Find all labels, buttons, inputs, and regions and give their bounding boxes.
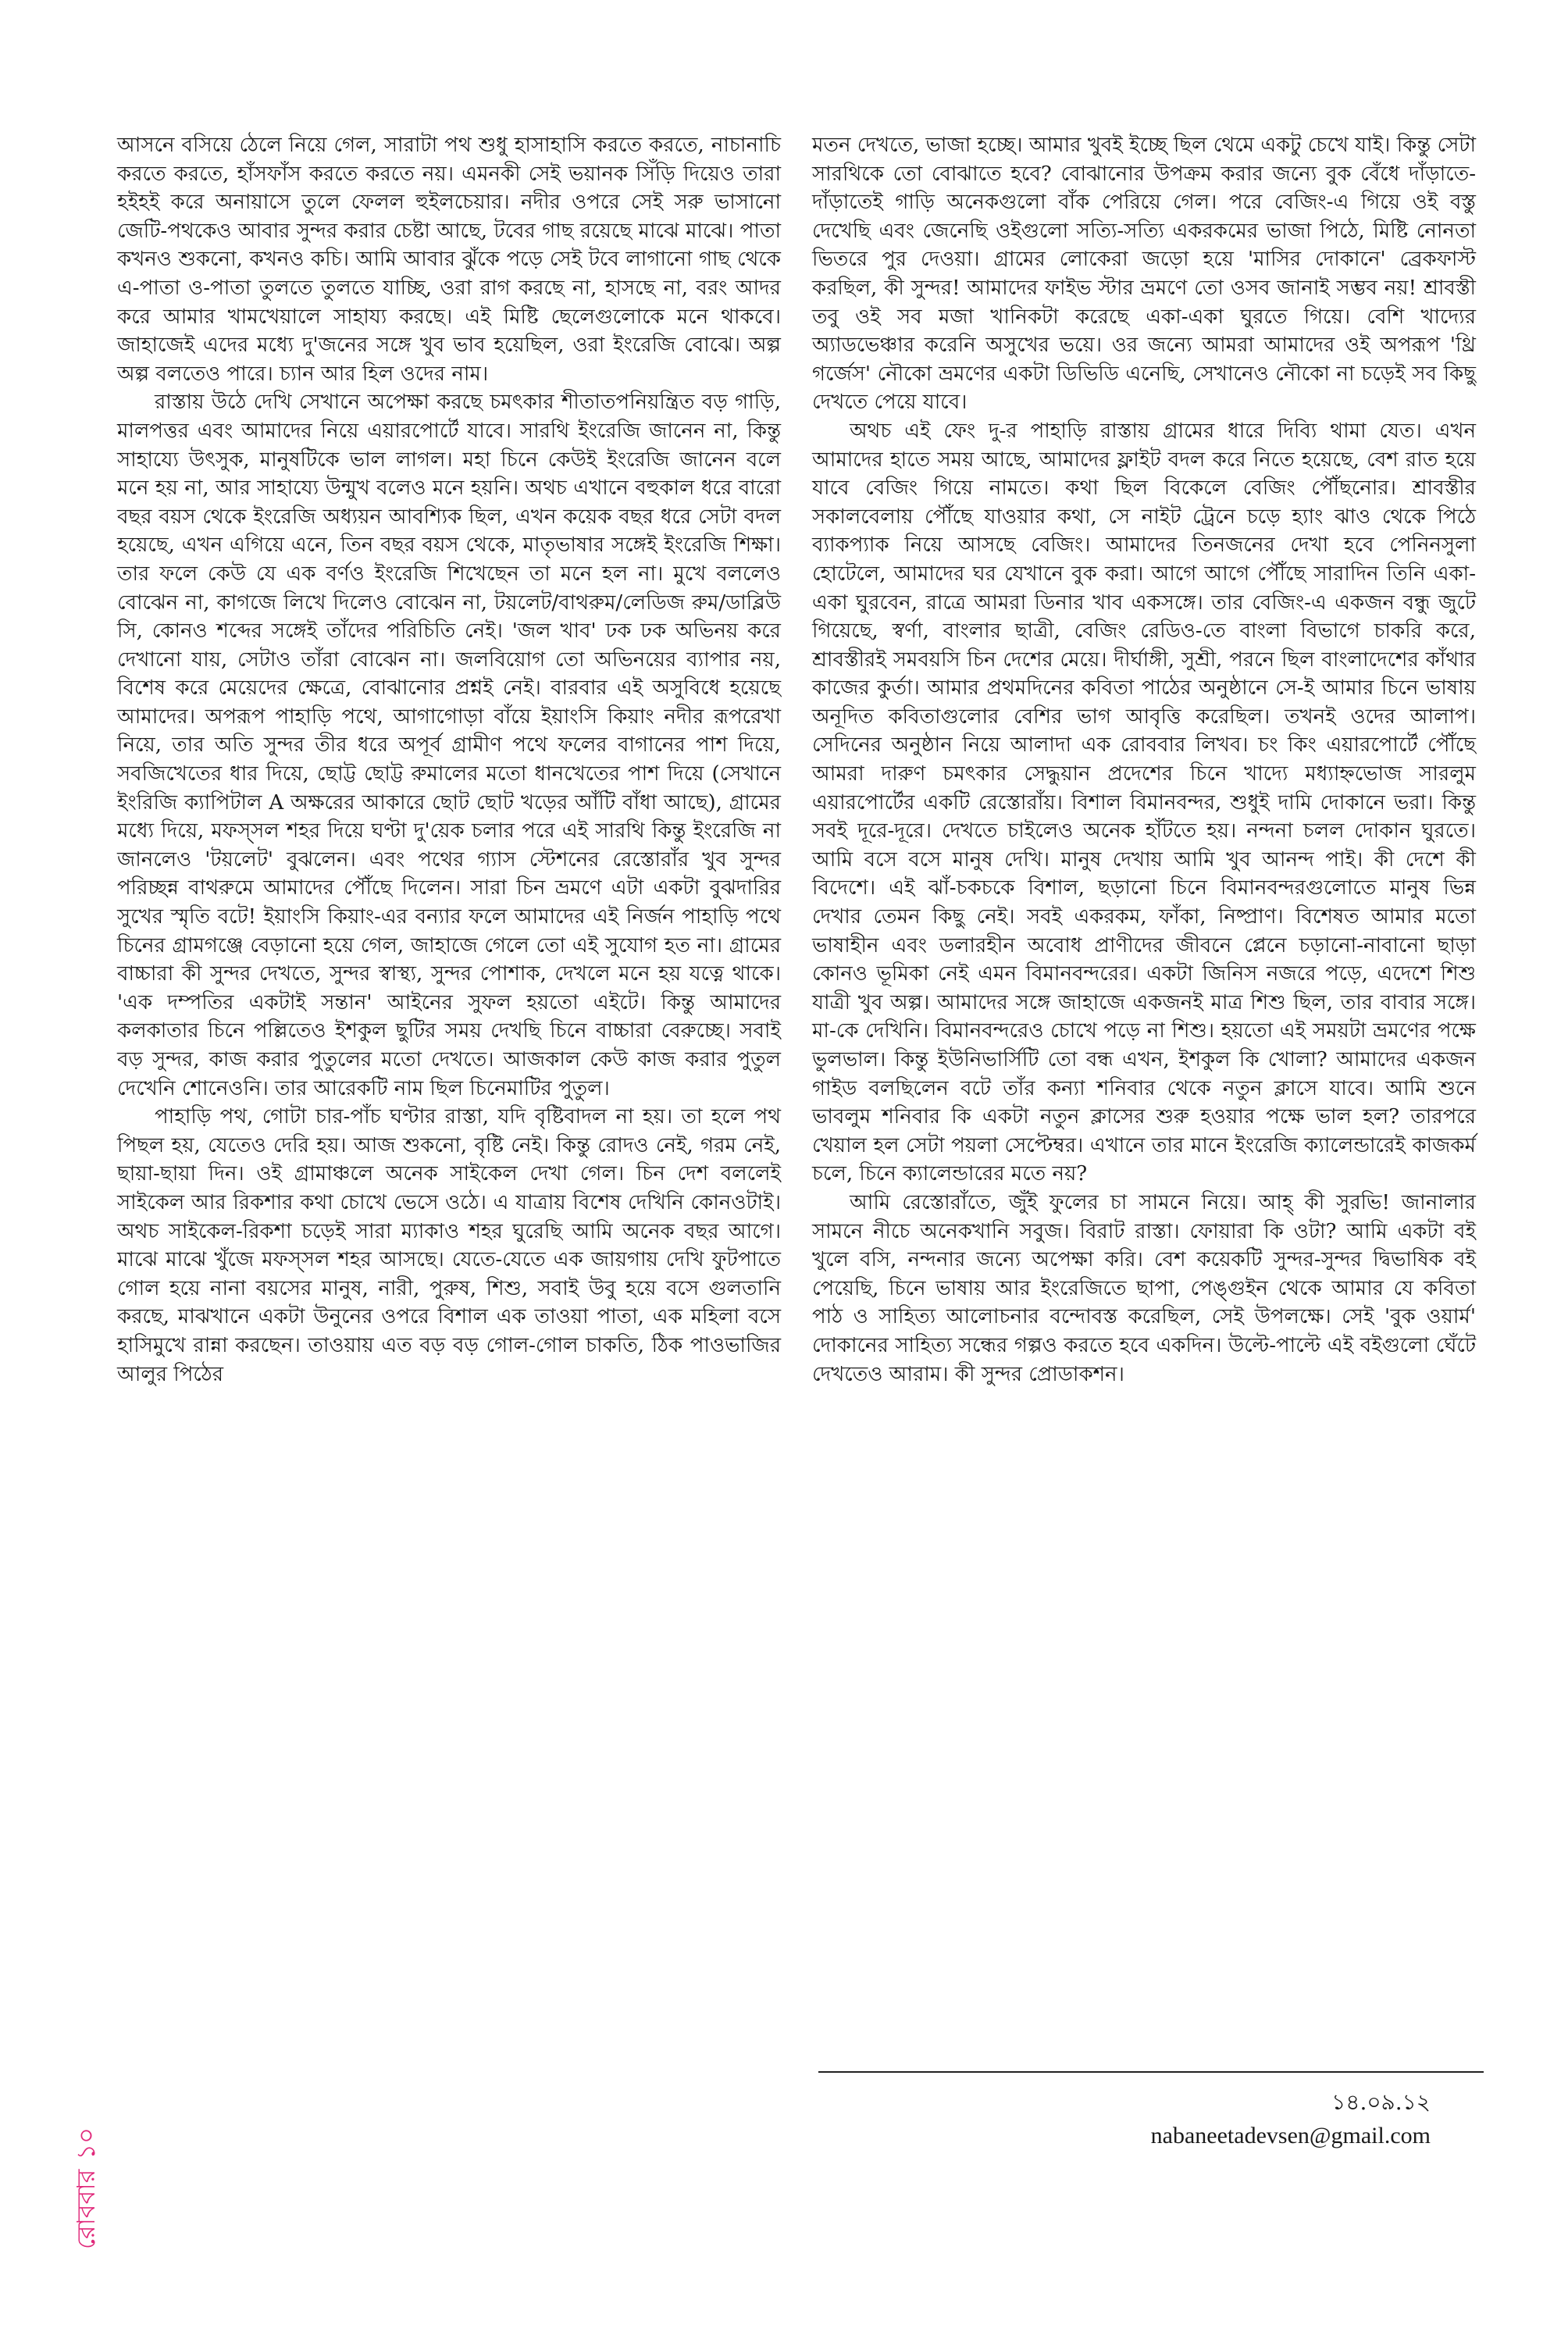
article-paragraph: আসনে বসিয়ে ঠেলে নিয়ে গেল, সারাটা পথ শুধু হাসাহাসি করতে করতে, নাচানাচি করতে করতে, হাঁসফাঁস করতে করতে নয়। এমনকী সেই ভয়ানক সিঁড়ি দিয়েও তারা হইহই করে অনায়াসে তুলে ফেলল হুইলচেয়ার। নদীর ওপরে সেই সরু ভাসানো জেটি-পথকেও আবার সুন্দর করার চেষ্টা আছে, টবের গাছ রয়েছে মাঝে মাঝে। পাতা কখনও শুকনো, কখনও কচি। আমি আবার ঝুঁকে পড়ে সেই টবে লাগানো গাছ থেকে এ-পাতা ও-পাতা তুলতে তুলতে যাচ্ছি, ওরা রাগ করছে না, হাসছে না, বরং আদর করে আমার খামখেয়ালে সাহায্য করছে। এই মিষ্টি ছেলেগুলোকে মনে থাকবে। জাহাজেই এদের মধ্যে দু'জনের সঙ্গে খুব ভাব হয়েছিল, ওরা ইংরেজি বোঝে। অল্প অল্প বলতেও পারে। চ্যান আর হিল ওদের নাম। bbox=[117, 134, 781, 386]
page-folio bbox=[72, 2127, 100, 2249]
author-email: nabaneetadevsen@gmail.com bbox=[1150, 2123, 1431, 2149]
signature-divider bbox=[818, 2071, 1484, 2073]
signature-date: ১৪.০৯.১২ bbox=[1331, 2089, 1431, 2115]
article-paragraph: আমি রেস্তোরাঁতে, জুঁই ফুলের চা সামনে নিয়ে। আহ্ কী সুরভি! জানালার সামনে নীচে অনেকখানি সবুজ। বিরাট রাস্তা। ফোয়ারা কি ওটা? আমি একটা বই খুলে বসি, নন্দনার জন্যে অপেক্ষা করি। বেশ কয়েকটি সুন্দর-সুন্দর দ্বিভাষিক বই পেয়েছি, চিনে ভাষায় আর ইংরেজিতে ছাপা, পেঙ্গুইন থেকে আমার যে কবিতা পাঠ ও সাহিত্য আলোচনার বন্দোবস্ত করেছিল, সেই উপলক্ষে। সেই 'বুক ওয়ার্ম' দোকানের সাহিত্য সন্ধের গল্পও করতে হবে একদিন। উল্টে-পাল্টে এই বইগুলো ঘেঁটে দেখতেও আরাম। কী সুন্দর প্রোডাকশন। bbox=[812, 1190, 1476, 1386]
article-column-right bbox=[812, 131, 1476, 1389]
article-paragraph: পাহাড়ি পথ, গোটা চার-পাঁচ ঘণ্টার রাস্তা, যদি বৃষ্টিবাদল না হয়। তা হলে পথ পিছল হয়, যেতেও দেরি হয়। আজ শুকনো, বৃষ্টি নেই। কিন্তু রোদও নেই, গরম নেই, ছায়া-ছায়া দিন। ওই গ্রামাঞ্চলে অনেক সাইকেল দেখা গেল। চিন দেশ বললেই সাইকেল আর রিকশার কথা চোখে ভেসে ওঠে। এ যাত্রায় বিশেষ দেখিনি কোনওটাই। অথচ সাইকেল-রিকশা চড়েই সারা ম্যাকাও শহর ঘুরেছি আমি অনেক বছর আগে। মাঝে মাঝে খুঁজে মফস্সল শহর আসছে। যেতে-যেতে এক জায়গায় দেখি ফুটপাতে গোল হয়ে নানা বয়সের মানুষ, নারী, পুরুষ, শিশু, সবাই উবু হয়ে বসে গুলতানি করছে, মাঝখানে একটা উনুনের ওপরে বিশাল এক তাওয়া পাতা, এক মহিলা বসে হাসিমুখে রান্না করছেন। তাওয়ায় এত বড় বড় গোল-গোল চাকতি, ঠিক পাওভাজির আলুর পিঠের bbox=[117, 1105, 781, 1386]
article-paragraph: অথচ এই ফেং দু-র পাহাড়ি রাস্তায় গ্রামের ধারে দিব্যি থামা যেত। এখন আমাদের হাতে সময় আছে, আমাদের ফ্লাইট বদল করে নিতে হয়েছে, বেশ রাত হয়ে যাবে বেজিং গিয়ে নামতে। কথা ছিল বিকেলে বেজিং পৌঁছনোর। শ্রাবস্তীর সকালবেলায় পৌঁছে যাওয়ার কথা, সে নাইট ট্রেনে চড়ে হ্যাং ঝাও থেকে পিঠে ব্যাকপ্যাক নিয়ে আসছে বেজিং। আমাদের তিনজনের দেখা হবে পেনিনসুলা হোটেলে, আমাদের ঘর যেখানে বুক করা। আগে আগে পৌঁছে সারাদিন তিনি একা-একা ঘুরবেন, রাত্রে আমরা ডিনার খাব একসঙ্গে। তার বেজিং-এ একজন বন্ধু জুটে গিয়েছে, স্বর্ণা, বাংলার ছাত্রী, বেজিং রেডিও-তে বাংলা বিভাগে চাকরি করে, শ্রাবস্তীরই সমবয়সি চিন দেশের মেয়ে। দীর্ঘাঙ্গী, সুশ্রী, পরনে ছিল বাংলাদেশের কাঁথার কাজের কুর্তা। আমার প্রথমদিনের কবিতা পাঠের অনুষ্ঠানে সে-ই আমার চিনে ভাষায় অনূদিত কবিতাগুলোর বেশির ভাগ আবৃত্তি করেছিল। তখনই ওদের আলাপ। সেদিনের অনুষ্ঠান নিয়ে আলাদা এক রোববার লিখব। চং কিং এয়ারপোর্টে পৌঁছে আমরা দারুণ চমৎকার সেদ্ধুয়ান প্রদেশের চিনে খাদ্যে মধ্যাহ্নভোজ সারলুম এয়ারপোর্টের একটি রেস্তোরাঁয়। বিশাল বিমানবন্দর, শুধুই দামি দোকানে ভরা। কিন্তু সবই দূরে-দূরে। দেখতে চাইলেও অনেক হাঁটতে হয়। নন্দনা চলল দোকান ঘুরতে। আমি বসে বসে মানুষ দেখি। মানুষ দেখায় আমি খুব আনন্দ পাই। কী দেশে কী বিদেশে। এই ঝাঁ-চকচকে বিশাল, ছড়ানো চিনে বিমানবন্দরগুলোতে মানুষ ভিন্ন দেখার তেমন কিছু নেই। সবই একরকম, ফাঁকা, নিষ্প্রাণ। বিশেষত আমার মতো ভাষাহীন এবং ডলারহীন অবোধ প্রাণীদের জীবনে প্লেনে চড়ানো-নাবানো ছাড়া কোনও ভূমিকা নেই এমন বিমানবন্দরের। একটা জিনিস নজরে পড়ে, এদেশে শিশু যাত্রী খুব অল্প। আমাদের সঙ্গে জাহাজে একজনই মাত্র শিশু ছিল, তার বাবার সঙ্গে। মা-কে দেখিনি। বিমানবন্দরেও চোখে পড়ে না শিশু। হয়তো এই সময়টা ভ্রমণের পক্ষে ভুলভাল। কিন্তু ইউনিভার্সিটি তো বন্ধ এখন, ইশকুল কি খোলা? আমাদের একজন গাইড বলছিলেন বটে তাঁর কন্যা শনিবার থেকে নতুন ক্লাসে যাবে। আমি শুনে ভাবলুম শনিবার কি একটা নতুন ক্লাসের শুরু হওয়ার পক্ষে ভাল হল? তারপরে খেয়াল হল সেটা পয়লা সেপ্টেম্বর। এখানে তার মানে ইংরেজি ক্যালেন্ডারেই কাজকর্ম চলে, চিনে ক্যালেন্ডারের মতে নয়? bbox=[812, 419, 1476, 1186]
article-paragraph: রাস্তায় উঠে দেখি সেখানে অপেক্ষা করছে চমৎকার শীতাতপনিয়ন্ত্রিত বড় গাড়ি, মালপত্তর এবং আমাদের নিয়ে এয়ারপোর্টে যাবে। সারথি ইংরেজি জানেন না, কিন্তু সাহায্যে উৎসুক, মানুষটিকে ভাল লাগল। মহা চিনে কেউই ইংরেজি জানেন বলে মনে হয় না, আর সাহায্যে উন্মুখ বলেও মনে হয়নি। অথচ এখানে বহুকাল ধরে বারো বছর বয়স থেকে ইংরেজি অধ্যয়ন আবশ্যিক ছিল, এখন কয়েক বছর ধরে সেটা বদল হয়েছে, এখন এগিয়ে এনে, তিন বছর বয়স থেকে, মাতৃভাষার সঙ্গেই ইংরেজি শিক্ষা। তার ফলে কেউ যে এক বর্ণও ইংরেজি শিখেছেন তা মনে হল না। মুখে বললেও বোঝেন না, কাগজে লিখে দিলেও বোঝেন না, টয়লেট/বাথরুম/লেডিজ রুম/ডাব্লিউ সি, কোনও শব্দের সঙ্গেই তাঁদের পরিচিতি নেই। 'জল খাব' ঢক ঢক অভিনয় করে দেখানো যায়, সেটাও তাঁরা বোঝেন না। জলবিয়োগ তো অভিনয়ের ব্যাপার নয়, বিশেষ করে মেয়েদের ক্ষেত্রে, বোঝানোর প্রশ্নই নেই। বারবার এই অসুবিধে হয়েছে আমাদের। অপরূপ পাহাড়ি পথে, আগাগোড়া বাঁয়ে ইয়াংসি কিয়াং নদীর রূপরেখা নিয়ে, তার অতি সুন্দর তীর ধরে অপূর্ব গ্রামীণ পথে ফলের বাগানের পাশ দিয়ে, সবজিখেতের ধার দিয়ে, ছোট্ট ছোট্ট রুমালের মতো ধানখেতের পাশ দিয়ে (সেখানে ইংরিজি ক্যাপিটাল A অক্ষরের আকারে ছোট ছোট খড়ের আঁটি বাঁধা আছে), গ্রামের মধ্যে দিয়ে, মফস্সল শহর দিয়ে ঘণ্টা দু'য়েক চলার পরে এই সারথি কিন্তু ইংরেজি না জানলেও 'টয়লেট' বুঝলেন। এবং পথের গ্যাস স্টেশনের রেস্তোরাঁর খুব সুন্দর পরিচ্ছন্ন বাথরুমে আমাদের পৌঁছে দিলেন। সারা চিন ভ্রমণে এটা একটা বুঝদারির সুখের স্মৃতি বটে! ইয়াংসি কিয়াং-এর বন্যার ফলে আমাদের এই নির্জন পাহাড়ি পথে চিনের গ্রামগঞ্জে বেড়ানো হয়ে গেল, জাহাজে গেলে তো এই সুযোগ হত না। গ্রামের বাচ্চারা কী সুন্দর দেখতে, সুন্দর স্বাস্থ্য, সুন্দর পোশাক, দেখলে মনে হয় যত্নে থাকে। 'এক দম্পতির একটাই সন্তান' আইনের সুফল হয়তো এইটে। কিন্তু আমাদের কলকাতার চিনে পল্লিতেও ইশকুল ছুটির সময় দেখছি চিনে বাচ্চারা বেরুচ্ছে। সবাই বড় সুন্দর, কাজ করার পুতুলের মতো দেখতে। আজকাল কেউ কাজ করার পুতুল দেখেনি শোনেওনি। তার আরেকটি নাম ছিল চিনেমাটির পুতুল। bbox=[117, 390, 781, 1100]
magazine-name: রোববার bbox=[71, 2169, 101, 2249]
article-paragraph: মতন দেখতে, ভাজা হচ্ছে। আমার খুবই ইচ্ছে ছিল থেমে একটু চেখে যাই। কিন্তু সেটা সারথিকে তো বোঝাতে হবে? বোঝানোর উপক্রম করার জন্যে বুক বেঁধে দাঁড়াতে-দাঁড়াতেই গাড়ি অনেকগুলো বাঁক পেরিয়ে গেল। পরে বেজিং-এ গিয়ে ওই বস্তু দেখেছি এবং জেনেছি ওইগুলো সত্যি-সত্যি একরকমের ভাজা পিঠে, মিষ্টি নোনতা ভিতরে পুর দেওয়া। গ্রামের লোকেরা জড়ো হয়ে 'মাসির দোকানে' ব্রেকফাস্ট করছিল, কী সুন্দর! আমাদের ফাইভ স্টার ভ্রমণে তো ওসব জানাই সম্ভব নয়! শ্রাবস্তী তবু ওই সব মজা খানিকটা করেছে একা-একা ঘুরতে গিয়ে। বেশি খাদ্যের অ্যাডভেঞ্চার করেনি অসুখের ভয়ে। ওর জন্যে আমরা আমাদের ওই অপরূপ 'থ্রি গর্জেস' নৌকো ভ্রমণের একটা ডিভিডি এনেছি, সেখানেও নৌকো না চড়েই সব কিছু দেখতে পেয়ে যাবে। bbox=[812, 134, 1476, 415]
article-column-left bbox=[117, 131, 781, 1389]
page-number: ১০ bbox=[71, 2127, 101, 2160]
